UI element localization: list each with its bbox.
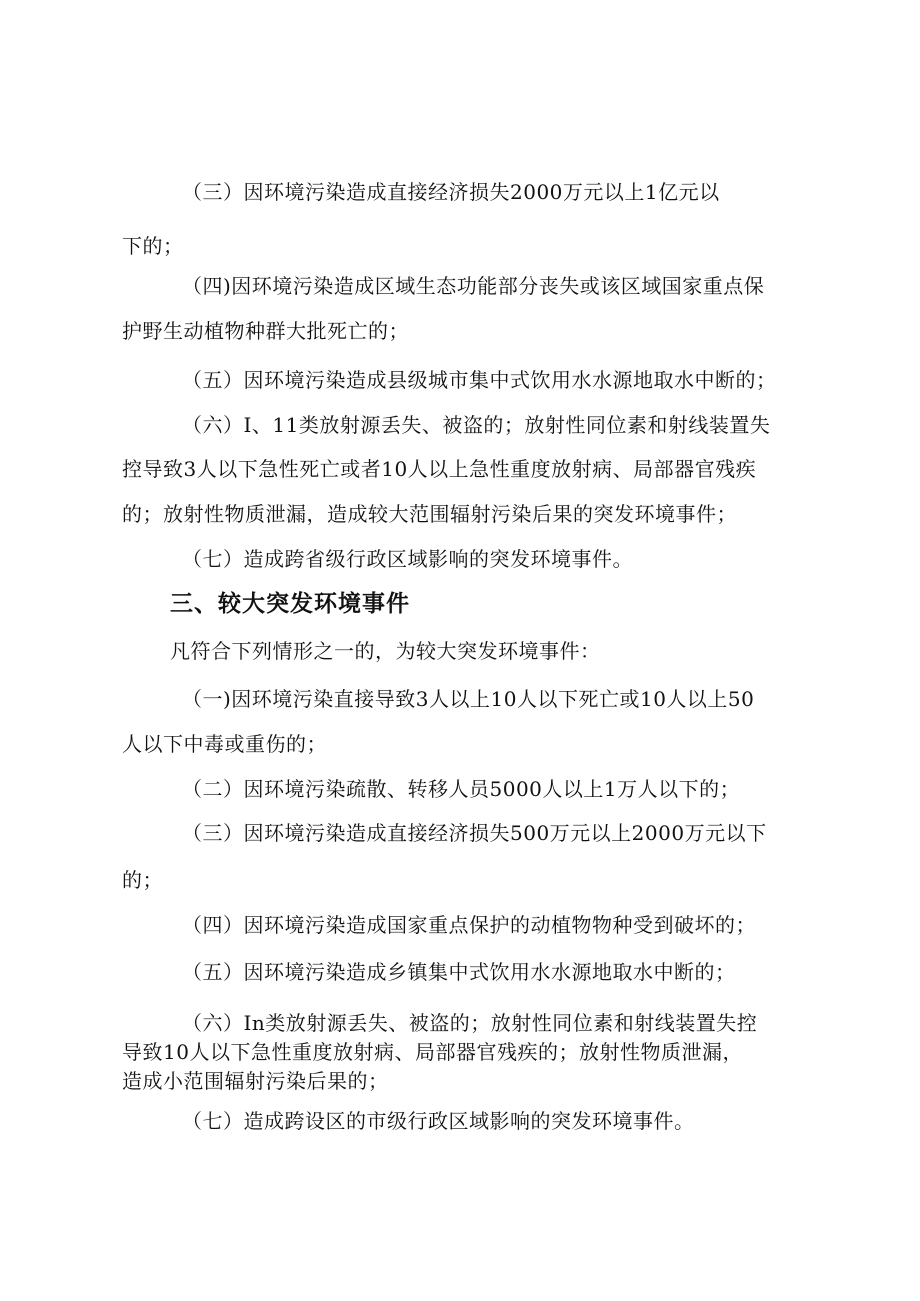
text-line: （六）I、11类放射源丢失、被盗的；放射性同位素和射线装置失	[182, 413, 771, 437]
text-line: 凡符合下列情形之一的，为较大突发环境事件：	[170, 639, 601, 663]
text-line: 控导致3人以下急性死亡或者10人以上急性重度放射病、局部器官残疾	[122, 457, 757, 481]
text-line: （二）因环境污染疏散、转移人员5000人以上1万人以下的；	[182, 777, 741, 801]
text-line: （三）因环境污染造成直接经济损失500万元以上2000万元以下	[182, 821, 767, 845]
text-line: 的；	[122, 868, 163, 892]
text-line: （四)因环境污染造成区域生态功能部分丧失或该区域国家重点保	[182, 274, 765, 298]
text-line: （一)因环境污染直接导致3人以上10人以下死亡或10人以上50	[182, 687, 755, 711]
text-line: （三）因环境污染造成直接经济损失2000万元以上1亿元以	[182, 180, 720, 204]
text-line: 人以下中毒或重伤的；	[122, 732, 327, 756]
section-heading: 三、较大突发环境事件	[170, 591, 410, 617]
text-line: （七）造成跨设区的市级行政区域影响的突发环境事件。	[182, 1109, 695, 1133]
text-line: 的；放射性物质泄漏，造成较大范围辐射污染后果的突发环境事件；	[122, 502, 737, 526]
text-line: （五）因环境污染造成县级城市集中式饮用水水源地取水中断的；	[182, 368, 777, 392]
text-line: 造成小范围辐射污染后果的；	[122, 1069, 389, 1093]
text-line: 护野生动植物种群大批死亡的；	[122, 319, 409, 343]
text-line: 导致10人以下急性重度放射病、局部器官残疾的；放射性物质泄漏，	[122, 1040, 743, 1064]
text-line: （四）因环境污染造成国家重点保护的动植物物种受到破坏的；	[182, 913, 756, 937]
text-line: （五）因环境污染造成乡镇集中式饮用水水源地取水中断的；	[182, 960, 736, 984]
text-line: （六）In类放射源丢失、被盗的；放射性同位素和射线装置失控	[182, 1011, 758, 1035]
text-line: （七）造成跨省级行政区域影响的突发环境事件。	[182, 547, 633, 571]
text-line: 下的；	[122, 234, 184, 258]
